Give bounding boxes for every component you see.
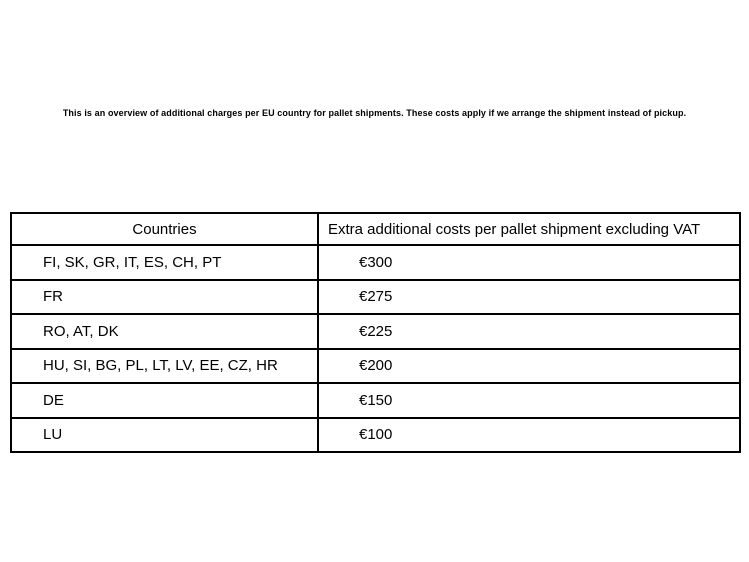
table-row bbox=[11, 245, 740, 280]
table-row bbox=[11, 280, 740, 315]
countries-cell: FR bbox=[11, 280, 318, 315]
countries-cell: LU bbox=[11, 418, 318, 453]
countries-cell: HU, SI, BG, PL, LT, LV, EE, CZ, HR bbox=[11, 349, 318, 384]
table-row bbox=[11, 349, 740, 384]
countries-cell: RO, AT, DK bbox=[11, 314, 318, 349]
countries-cell: DE bbox=[11, 383, 318, 418]
intro-text: This is an overview of additional charges per EU country for pallet shipments. These costs apply if we arrange the shipment instead of pickup. bbox=[62, 108, 687, 118]
cost-cell: €150 bbox=[318, 383, 740, 418]
countries-cell: FI, SK, GR, IT, ES, CH, PT bbox=[11, 245, 318, 280]
table-row bbox=[11, 314, 740, 349]
table-row bbox=[11, 418, 740, 453]
countries-column-header: Countries bbox=[11, 213, 318, 245]
table-body bbox=[11, 245, 740, 452]
cost-cell: €100 bbox=[318, 418, 740, 453]
cost-cell: €300 bbox=[318, 245, 740, 280]
table-row bbox=[11, 383, 740, 418]
charges-table bbox=[10, 212, 741, 453]
table-header-row bbox=[11, 213, 740, 245]
cost-column-header: Extra additional costs per pallet shipment excluding VAT bbox=[318, 213, 740, 245]
cost-cell: €200 bbox=[318, 349, 740, 384]
cost-cell: €275 bbox=[318, 280, 740, 315]
cost-cell: €225 bbox=[318, 314, 740, 349]
